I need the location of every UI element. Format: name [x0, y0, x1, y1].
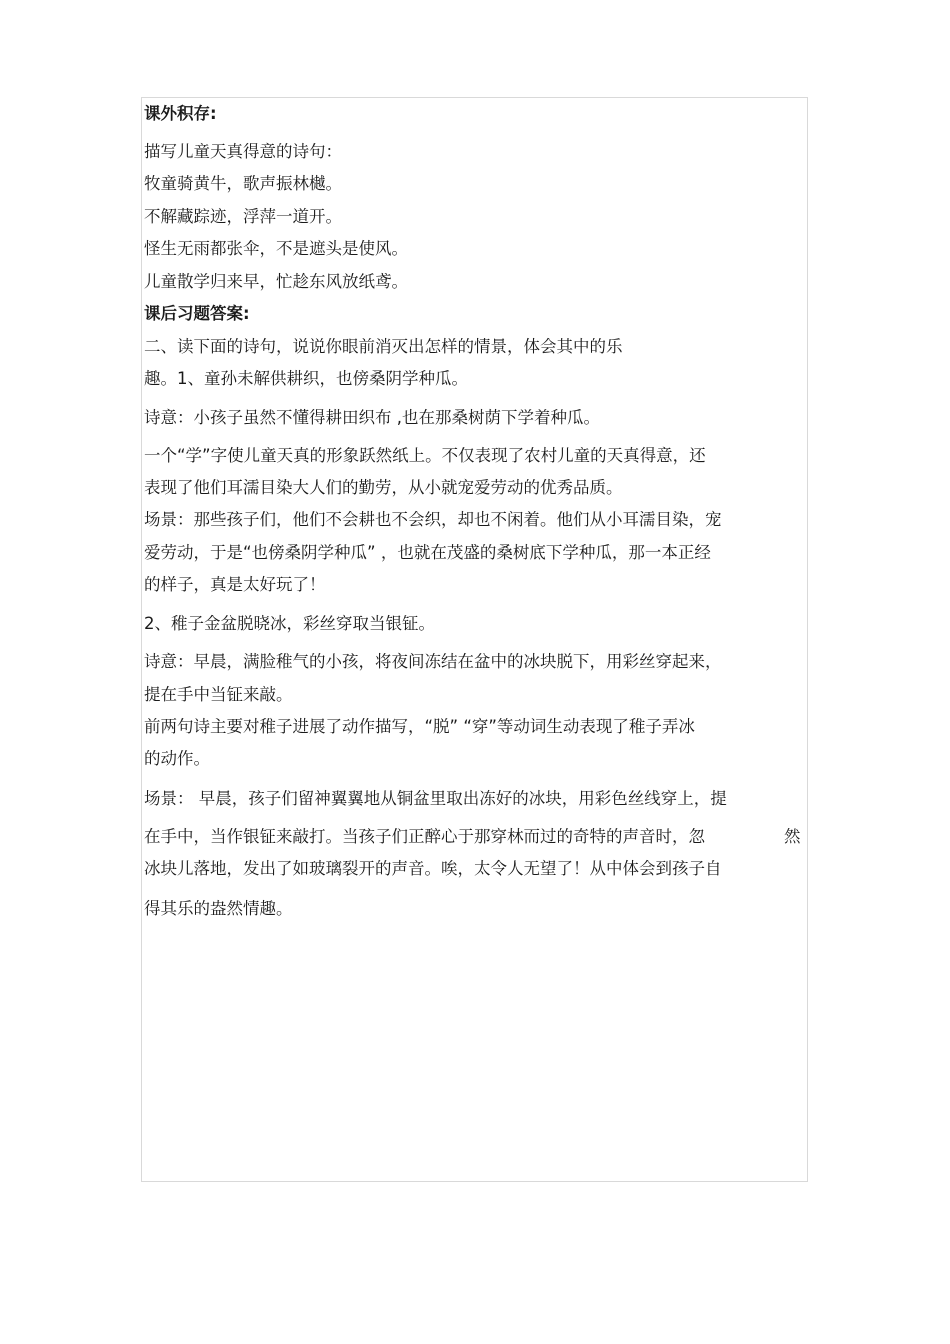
question-intro-line-2: 趣。1、童孙未解供耕织，也傍桑阴学种瓜。: [144, 369, 468, 388]
poems-intro: 描写儿童天真得意的诗句：: [144, 142, 342, 161]
heading-extra-accumulation: 课外积存:: [144, 104, 217, 123]
poem2-meaning-line-2: 提在手中当钲来敲。: [144, 685, 293, 704]
poem2-title: 2、稚子金盆脱晓冰，彩丝穿取当银钲。: [144, 614, 435, 633]
poem1-scene-line-2: 爱劳动，于是“也傍桑阴学种瓜” ，也就在茂盛的桑树底下学种瓜，那一本正经: [144, 543, 711, 562]
poem1-meaning: 诗意：小孩子虽然不懂得耕田织布 ,也在那桑树荫下学着种瓜。: [144, 408, 600, 427]
poem2-analysis-line-1: 前两句诗主要对稚子进展了动作描写，“脱” “穿”等动词生动表现了稚子弄冰: [144, 717, 695, 736]
poem2-scene-line-2: 在手中，当作银钲来敲打。当孩子们正醉心于那穿林而过的奇特的声音时，忽: [144, 827, 705, 846]
question-intro-line-1: 二、读下面的诗句，说说你眼前消灭出怎样的情景，体会其中的乐: [144, 337, 623, 356]
poem-line: 不解藏踪迹，浮萍一道开。: [144, 207, 342, 226]
poem2-scene-line-3: 冰块儿落地，发出了如玻璃裂开的声音。唉，太令人无望了！从中体会到孩子自: [144, 859, 722, 878]
poem1-analysis-line-2: 表现了他们耳濡目染大人们的勤劳，从小就宠爱劳动的优秀品质。: [144, 478, 623, 497]
poem-line: 儿童散学归来早，忙趁东风放纸鸢。: [144, 272, 408, 291]
poem2-scene-line-4: 得其乐的盎然情趣。: [144, 899, 293, 918]
poem2-analysis-line-2: 的动作。: [144, 749, 210, 768]
poem-line: 怪生无雨都张伞，不是遮头是使风。: [144, 239, 408, 258]
poem2-scene-line-1: 场景： 早晨，孩子们留神翼翼地从铜盆里取出冻好的冰块，用彩色丝线穿上，提: [144, 789, 727, 808]
poem-line: 牧童骑黄牛，歌声振林樾。: [144, 174, 342, 193]
poem1-scene-line-1: 场景：那些孩子们，他们不会耕也不会织，却也不闲着。他们从小耳濡目染，宠: [144, 510, 722, 529]
heading-answers: 课后习题答案:: [144, 304, 250, 323]
poem2-scene-line-2-tail: 然: [784, 827, 801, 846]
poem1-analysis-line-1: 一个“学”字使儿童天真的形象跃然纸上。不仅表现了农村儿童的天真得意，还: [144, 446, 706, 465]
poem1-scene-line-3: 的样子，真是太好玩了！: [144, 575, 326, 594]
poem2-meaning-line-1: 诗意：早晨，满脸稚气的小孩，将夜间冻结在盆中的冰块脱下，用彩丝穿起来，: [144, 652, 722, 671]
